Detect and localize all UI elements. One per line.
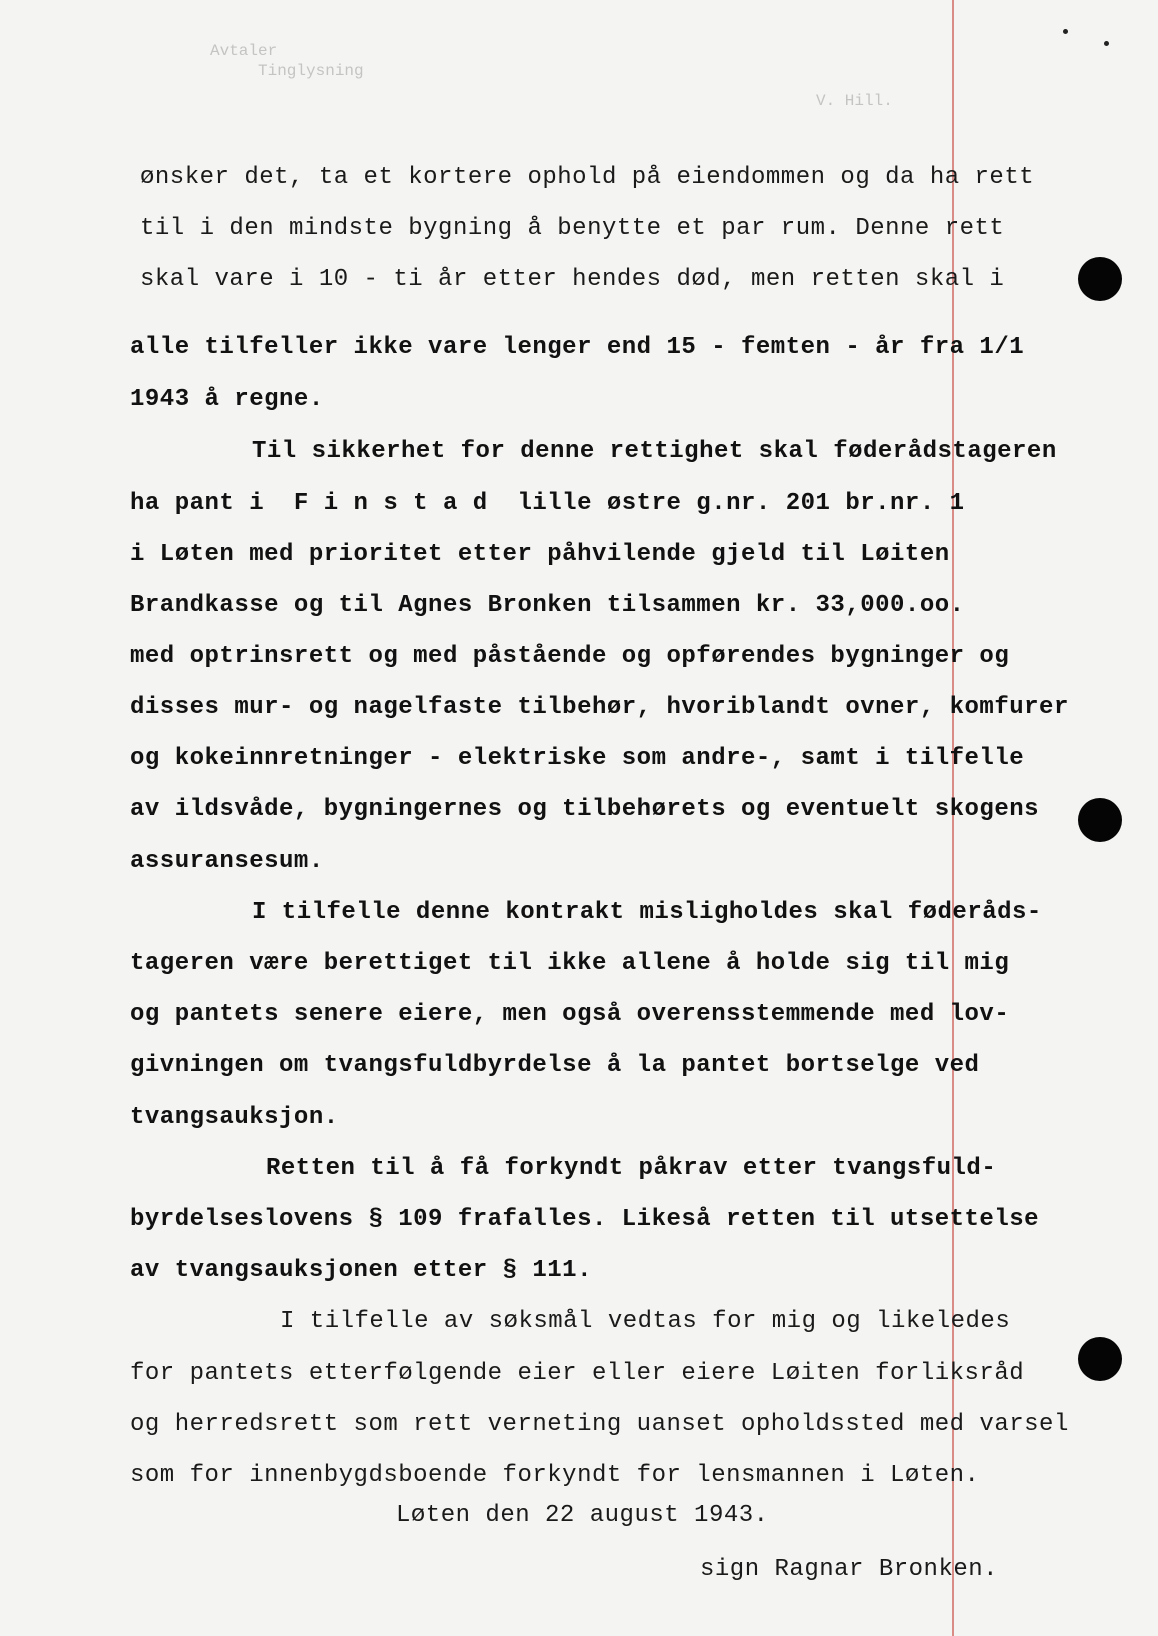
text-line: alle tilfeller ikke vare lenger end 15 - femten - år fra 1/1 (130, 334, 1025, 361)
text-line: Til sikkerhet for denne rettighet skal føderådstageren (252, 438, 1057, 465)
text-line: givningen om tvangsfuldbyrdelse å la pantet bortselge ved (130, 1052, 980, 1079)
text-line: ha pant i F i n s t a d lille østre g.nr. 201 br.nr. 1 (130, 490, 965, 517)
faint-stamp-text: Avtaler (210, 42, 278, 60)
text-line: skal vare i 10 - ti år etter hendes død, men retten skal i (140, 266, 1005, 293)
text-line: disses mur- og nagelfaste tilbehør, hvoriblandt ovner, komfurer (130, 694, 1069, 721)
faint-stamp-text: V. Hill. (816, 92, 893, 110)
text-line: assuransesum. (130, 848, 324, 875)
text-line: og pantets senere eiere, men også overensstemmende med lov- (130, 1001, 1010, 1028)
text-line: 1943 å regne. (130, 386, 324, 413)
date-line: Løten den 22 august 1943. (396, 1502, 769, 1529)
faint-stamp-text: Tinglysning (258, 62, 364, 80)
ink-speck-icon (1104, 41, 1109, 46)
text-line: i Løten med prioritet etter påhvilende gjeld til Løiten (130, 541, 950, 568)
text-line: av ildsvåde, bygningernes og tilbehørets og eventuelt skogens (130, 796, 1040, 823)
text-line: I tilfelle denne kontrakt misligholdes skal føderåds- (252, 899, 1042, 926)
text-line: Retten til å få forkyndt påkrav etter tvangsfuld- (266, 1155, 997, 1182)
signature-line: sign Ragnar Bronken. (700, 1556, 999, 1583)
text-line: ønsker det, ta et kortere ophold på eiendommen og da ha rett (140, 164, 1035, 191)
text-line: med optrinsrett og med påstående og opførendes bygninger og (130, 643, 1010, 670)
text-line: byrdelseslovens § 109 frafalles. Likeså retten til utsettelse (130, 1206, 1040, 1233)
text-line: tageren være berettiget til ikke allene å holde sig til mig (130, 950, 1010, 977)
punch-hole-icon (1078, 798, 1122, 842)
text-line: og herredsrett som rett verneting uanset opholdssted med varsel (130, 1411, 1069, 1438)
text-line: tvangsauksjon. (130, 1104, 339, 1131)
text-line: for pantets etterfølgende eier eller eiere Løiten forliksråd (130, 1360, 1025, 1387)
text-line: som for innenbygdsboende forkyndt for lensmannen i Løten. (130, 1462, 980, 1489)
punch-hole-icon (1078, 257, 1122, 301)
text-line: I tilfelle av søksmål vedtas for mig og likeledes (280, 1308, 1011, 1335)
text-line: og kokeinnretninger - elektriske som andre-, samt i tilfelle (130, 745, 1025, 772)
text-line: til i den mindste bygning å benytte et par rum. Denne rett (140, 215, 1005, 242)
text-line: Brandkasse og til Agnes Bronken tilsammen kr. 33,000.oo. (130, 592, 965, 619)
punch-hole-icon (1078, 1337, 1122, 1381)
text-line: av tvangsauksjonen etter § 111. (130, 1257, 592, 1284)
ink-speck-icon (1063, 29, 1068, 34)
